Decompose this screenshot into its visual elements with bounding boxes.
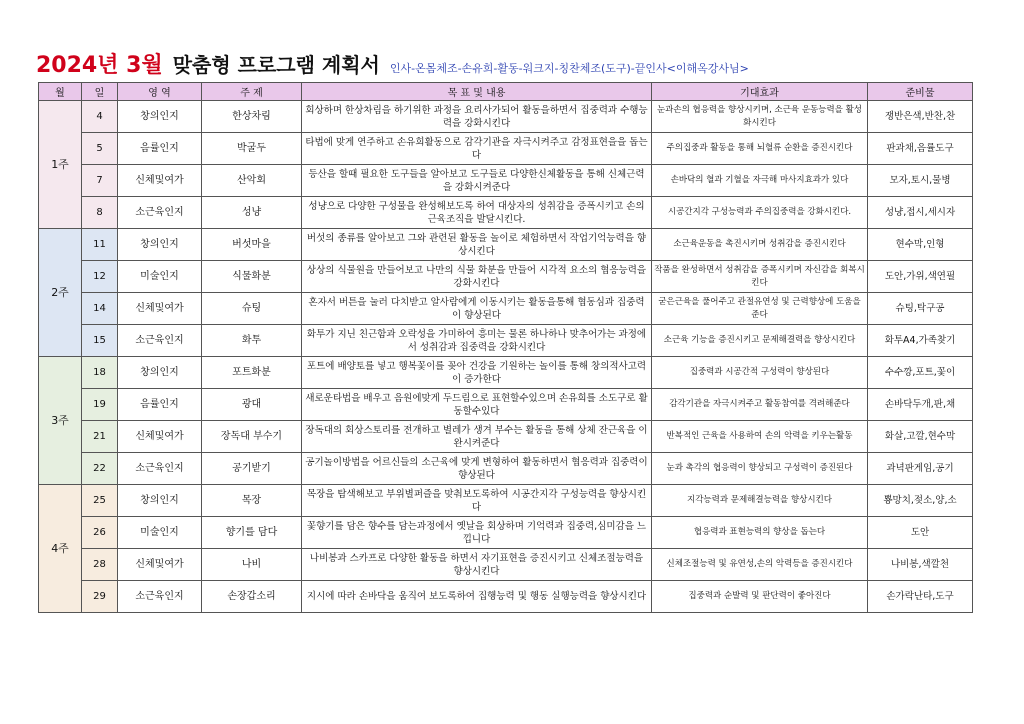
effect-cell: 소근육 기능을 증진시키고 문제해결력을 향상시킨다 bbox=[652, 325, 868, 357]
topic-cell: 산악회 bbox=[202, 165, 302, 197]
table-row bbox=[39, 389, 973, 421]
supplies-cell: 슈팅,탁구공 bbox=[868, 293, 973, 325]
supplies-cell: 모자,토시,물병 bbox=[868, 165, 973, 197]
area-cell: 창의인지 bbox=[118, 229, 202, 261]
supplies-cell: 손바닥두개,판,채 bbox=[868, 389, 973, 421]
topic-cell: 박굴두 bbox=[202, 133, 302, 165]
week-label: 1주 bbox=[39, 101, 82, 229]
day-cell: 18 bbox=[82, 357, 118, 389]
effect-cell: 눈과손의 협응력을 향상시키며, 소근육 운동능력을 활성화시킨다 bbox=[652, 101, 868, 133]
area-cell: 미술인지 bbox=[118, 261, 202, 293]
topic-cell: 버섯마을 bbox=[202, 229, 302, 261]
supplies-cell: 도안,가위,색연필 bbox=[868, 261, 973, 293]
supplies-cell: 현수막,인형 bbox=[868, 229, 973, 261]
day-cell: 11 bbox=[82, 229, 118, 261]
day-cell: 8 bbox=[82, 197, 118, 229]
topic-cell: 장독대 부수기 bbox=[202, 421, 302, 453]
day-cell: 29 bbox=[82, 581, 118, 613]
supplies-cell: 과녁판게임,공기 bbox=[868, 453, 973, 485]
table-row bbox=[39, 517, 973, 549]
supplies-cell: 수수깡,포트,꽃이 bbox=[868, 357, 973, 389]
table-row bbox=[39, 485, 973, 517]
content-cell: 나비봉과 스카프로 다양한 활동을 하면서 자기표현을 증진시키고 신체조절능력을 향상시킨다 bbox=[302, 549, 652, 581]
effect-cell: 집중력과 순발력 및 판단력이 좋아진다 bbox=[652, 581, 868, 613]
content-cell: 지시에 따라 손바닥을 움직여 보도록하여 집행능력 및 행동 실행능력을 향상시킨다 bbox=[302, 581, 652, 613]
topic-cell: 나비 bbox=[202, 549, 302, 581]
topic-cell: 향기를 담다 bbox=[202, 517, 302, 549]
table-row bbox=[39, 261, 973, 293]
effect-cell: 손바닥의 혈과 기혈을 자극해 마사지효과가 있다 bbox=[652, 165, 868, 197]
content-cell: 혼자서 버튼을 눌러 다치받고 알사람에게 이동시키는 활동을통해 협동심과 집중력이 향상된다 bbox=[302, 293, 652, 325]
content-cell: 새로운타법을 배우고 음원에맞게 두드림으로 표현할수있으며 손유희를 소도구로 활동할수있다 bbox=[302, 389, 652, 421]
topic-cell: 한상차림 bbox=[202, 101, 302, 133]
area-cell: 창의인지 bbox=[118, 101, 202, 133]
effect-cell: 작품을 완성하면서 성취감을 증폭시키며 자신감을 회복시킨다 bbox=[652, 261, 868, 293]
area-cell: 미술인지 bbox=[118, 517, 202, 549]
supplies-cell: 도안 bbox=[868, 517, 973, 549]
area-cell: 신체및여가 bbox=[118, 421, 202, 453]
day-cell: 28 bbox=[82, 549, 118, 581]
header-content: 목 표 및 내용 bbox=[302, 83, 652, 101]
table-row bbox=[39, 421, 973, 453]
effect-cell: 눈과 촉각의 협응력이 향상되고 구성력이 증진된다 bbox=[652, 453, 868, 485]
table-row bbox=[39, 165, 973, 197]
day-cell: 15 bbox=[82, 325, 118, 357]
header-area: 영 역 bbox=[118, 83, 202, 101]
table-row bbox=[39, 229, 973, 261]
header-topic: 주 제 bbox=[202, 83, 302, 101]
title-year-month: 2024년 3월 bbox=[36, 53, 163, 78]
effect-cell: 시공간지각 구성능력과 주의집중력을 강화시킨다. bbox=[652, 197, 868, 229]
table-row bbox=[39, 133, 973, 165]
table-header-row bbox=[39, 83, 973, 101]
day-cell: 5 bbox=[82, 133, 118, 165]
week-label: 4주 bbox=[39, 485, 82, 613]
content-cell: 공기놀이방법을 어르신들의 소근육에 맞게 변형하여 활동하면서 협응력과 집중력이 향상된다 bbox=[302, 453, 652, 485]
area-cell: 신체및여가 bbox=[118, 293, 202, 325]
content-cell: 상상의 식물원을 만들어보고 나만의 식물 화분을 만들어 시각적 요소의 협응능력을 강화시킨다 bbox=[302, 261, 652, 293]
effect-cell: 굳은근육을 풀어주고 관절유연성 및 근력향상에 도움을 준다 bbox=[652, 293, 868, 325]
effect-cell: 신체조절능력 및 유연성,손의 악력등을 증진시킨다 bbox=[652, 549, 868, 581]
table-row bbox=[39, 453, 973, 485]
content-cell: 타법에 맞게 연주하고 손유희활동으로 감각기관을 자극시켜주고 감정표현을을 돕는다 bbox=[302, 133, 652, 165]
content-cell: 장독대의 회상스토리를 전개하고 별레가 생겨 부수는 활동을 통해 상체 잔근육을 이완시켜준다 bbox=[302, 421, 652, 453]
topic-cell: 포트화분 bbox=[202, 357, 302, 389]
header-effect: 기대효과 bbox=[652, 83, 868, 101]
supplies-cell: 화살,고깔,현수막 bbox=[868, 421, 973, 453]
table-row bbox=[39, 549, 973, 581]
area-cell: 소근육인지 bbox=[118, 581, 202, 613]
supplies-cell: 화투A4,가족찾기 bbox=[868, 325, 973, 357]
day-cell: 22 bbox=[82, 453, 118, 485]
area-cell: 소근육인지 bbox=[118, 325, 202, 357]
title-subtitle: 인사-온몸체조-손유희-활동-워크지-칭찬체조(도구)-끝인사<이해옥강사님> bbox=[389, 62, 749, 75]
topic-cell: 성냥 bbox=[202, 197, 302, 229]
content-cell: 성냥으로 다양한 구성물을 완성해보도록 하여 대상자의 성취감을 증폭시키고 손의 근육조직을 발달시킨다. bbox=[302, 197, 652, 229]
day-cell: 25 bbox=[82, 485, 118, 517]
table-row bbox=[39, 581, 973, 613]
topic-cell: 목장 bbox=[202, 485, 302, 517]
day-cell: 7 bbox=[82, 165, 118, 197]
effect-cell: 감각기관을 자극시켜주고 활동참여를 격려해준다 bbox=[652, 389, 868, 421]
supplies-cell: 손가락난타,도구 bbox=[868, 581, 973, 613]
content-cell: 포트에 배양토를 넣고 행복꽃이를 꽂아 건강을 기원하는 놀이를 통해 창의적사고력이 증가한다 bbox=[302, 357, 652, 389]
area-cell: 창의인지 bbox=[118, 357, 202, 389]
effect-cell: 소근육운동을 촉진시키며 성취감을 증진시킨다 bbox=[652, 229, 868, 261]
topic-cell: 화투 bbox=[202, 325, 302, 357]
topic-cell: 광대 bbox=[202, 389, 302, 421]
area-cell: 창의인지 bbox=[118, 485, 202, 517]
effect-cell: 집중력과 시공간적 구성력이 향상된다 bbox=[652, 357, 868, 389]
header-day: 일 bbox=[82, 83, 118, 101]
supplies-cell: 쟁반은색,반찬,찬 bbox=[868, 101, 973, 133]
table-body bbox=[39, 101, 973, 613]
supplies-cell: 성냥,접시,세시자 bbox=[868, 197, 973, 229]
area-cell: 신체및여가 bbox=[118, 549, 202, 581]
content-cell: 목장을 탐색해보고 부위별퍼즐을 맞춰보도록하여 시공간지각 구성능력을 향상시킨다 bbox=[302, 485, 652, 517]
day-cell: 12 bbox=[82, 261, 118, 293]
topic-cell: 손장갑소리 bbox=[202, 581, 302, 613]
content-cell: 회상하며 한상차림을 하기위한 과정을 요리사가되어 활동을하면서 집중력과 수행능력을 강화시킨다 bbox=[302, 101, 652, 133]
table-row bbox=[39, 293, 973, 325]
week-label: 2주 bbox=[39, 229, 82, 357]
area-cell: 소근육인지 bbox=[118, 197, 202, 229]
supplies-cell: 뿅망치,젖소,양,소 bbox=[868, 485, 973, 517]
day-cell: 4 bbox=[82, 101, 118, 133]
area-cell: 소근육인지 bbox=[118, 453, 202, 485]
title-row bbox=[36, 48, 986, 82]
table-row bbox=[39, 197, 973, 229]
day-cell: 26 bbox=[82, 517, 118, 549]
effect-cell: 반복적인 근육을 사용하여 손의 악력을 키우는활동 bbox=[652, 421, 868, 453]
content-cell: 화투가 지닌 친근함과 오락성을 가미하여 흥미는 물론 하나하나 맞추어가는 과정에서 성취감과 집중력을 강화시킨다 bbox=[302, 325, 652, 357]
header-supplies: 준비물 bbox=[868, 83, 973, 101]
content-cell: 버섯의 종류를 알아보고 그와 관련된 활동을 놀이로 체험하면서 작업기억능력을 향상시킨다 bbox=[302, 229, 652, 261]
title-main: 맞춤형 프로그램 계획서 bbox=[172, 53, 380, 77]
day-cell: 21 bbox=[82, 421, 118, 453]
effect-cell: 지각능력과 문제해결능력을 향상시킨다 bbox=[652, 485, 868, 517]
day-cell: 14 bbox=[82, 293, 118, 325]
supplies-cell: 나비봉,색깔천 bbox=[868, 549, 973, 581]
table-row bbox=[39, 101, 973, 133]
table-row bbox=[39, 357, 973, 389]
week-label: 3주 bbox=[39, 357, 82, 485]
effect-cell: 주의집중과 활동을 통해 뇌혈류 순환을 증진시킨다 bbox=[652, 133, 868, 165]
table-row bbox=[39, 325, 973, 357]
content-cell: 꽃향기를 담은 향수를 담는과정에서 옛날을 회상하며 기억력과 집중력,심미감을 느낍니다 bbox=[302, 517, 652, 549]
effect-cell: 협응력과 표현능력의 향상을 돕는다 bbox=[652, 517, 868, 549]
content-cell: 등산을 할때 필요한 도구들을 알아보고 도구들로 다양한신체활동을 통해 신체근력을 강화시켜준다 bbox=[302, 165, 652, 197]
area-cell: 음률인지 bbox=[118, 133, 202, 165]
topic-cell: 식물화분 bbox=[202, 261, 302, 293]
supplies-cell: 판과채,음률도구 bbox=[868, 133, 973, 165]
area-cell: 음률인지 bbox=[118, 389, 202, 421]
day-cell: 19 bbox=[82, 389, 118, 421]
topic-cell: 공기받기 bbox=[202, 453, 302, 485]
program-table bbox=[38, 82, 973, 613]
header-month: 월 bbox=[39, 83, 82, 101]
area-cell: 신체및여가 bbox=[118, 165, 202, 197]
topic-cell: 슈팅 bbox=[202, 293, 302, 325]
